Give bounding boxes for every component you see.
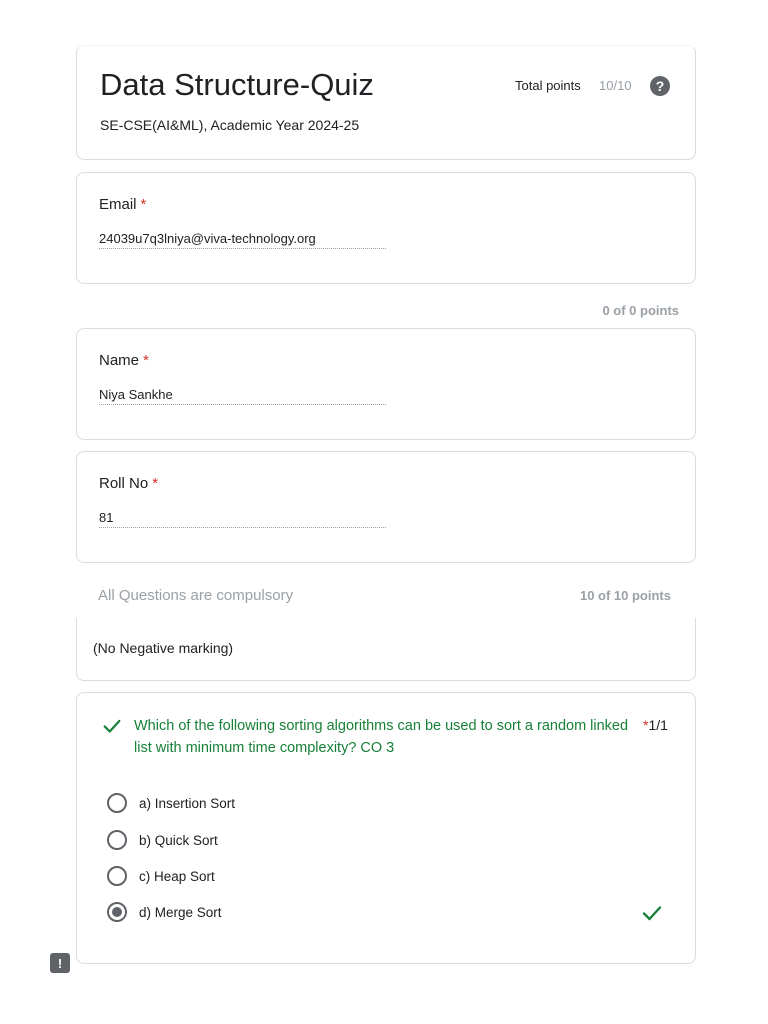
question-card [76, 692, 696, 964]
required-mark: * [152, 475, 159, 492]
email-field: 24039u7q3lniya@viva-technology.org [99, 231, 386, 249]
feedback-icon[interactable]: ! [50, 953, 70, 973]
email-label [99, 196, 146, 213]
name-field: Niya Sankhe [99, 387, 386, 405]
option-label: d) Merge Sort [139, 904, 222, 920]
roll-label [99, 475, 158, 492]
name-label-text: Name [99, 352, 140, 369]
page-title: Data Structure-Quiz [100, 67, 374, 102]
required-mark: * [143, 352, 149, 369]
page-subtitle: SE-CSE(AI&ML), Academic Year 2024-25 [100, 117, 360, 133]
help-icon[interactable]: ? [650, 76, 670, 96]
option-label: a) Insertion Sort [139, 795, 236, 811]
score-value: 1/1 [648, 717, 668, 733]
option-label: b) Quick Sort [139, 832, 218, 848]
radio-button[interactable] [107, 866, 127, 886]
name-card [76, 328, 696, 440]
roll-field: 81 [99, 510, 386, 528]
question-text: Which of the following sorting algorithms can be used to sort a random linked list with minimum time complexity? CO 3 [134, 718, 629, 756]
email-card [76, 172, 696, 284]
section-description-card [76, 618, 696, 681]
section-title: All Questions are compulsory [98, 587, 294, 604]
option-d[interactable] [107, 902, 222, 922]
correct-check-icon [101, 715, 123, 737]
correct-answer-check-icon [640, 901, 664, 925]
name-label [99, 352, 149, 369]
radio-button-selected[interactable] [107, 902, 127, 922]
section-description: (No Negative marking) [93, 640, 234, 656]
radio-button[interactable] [107, 830, 127, 850]
total-points-value: 10/10 [599, 78, 632, 93]
roll-label-text: Roll No [99, 475, 149, 492]
option-c[interactable] [107, 866, 215, 886]
total-points-label: Total points [515, 78, 581, 93]
section-points: 10 of 10 points [579, 588, 671, 603]
section-points: 0 of 0 points [602, 303, 679, 318]
radio-button[interactable] [107, 793, 127, 813]
option-a[interactable] [107, 793, 235, 813]
quiz-header-card [76, 45, 696, 160]
option-b[interactable] [107, 830, 218, 850]
roll-card [76, 451, 696, 563]
required-mark: * [140, 196, 147, 213]
question-score [643, 717, 668, 733]
required-mark: * [643, 717, 649, 733]
option-label: c) Heap Sort [139, 868, 215, 884]
email-label-text: Email [99, 196, 137, 213]
